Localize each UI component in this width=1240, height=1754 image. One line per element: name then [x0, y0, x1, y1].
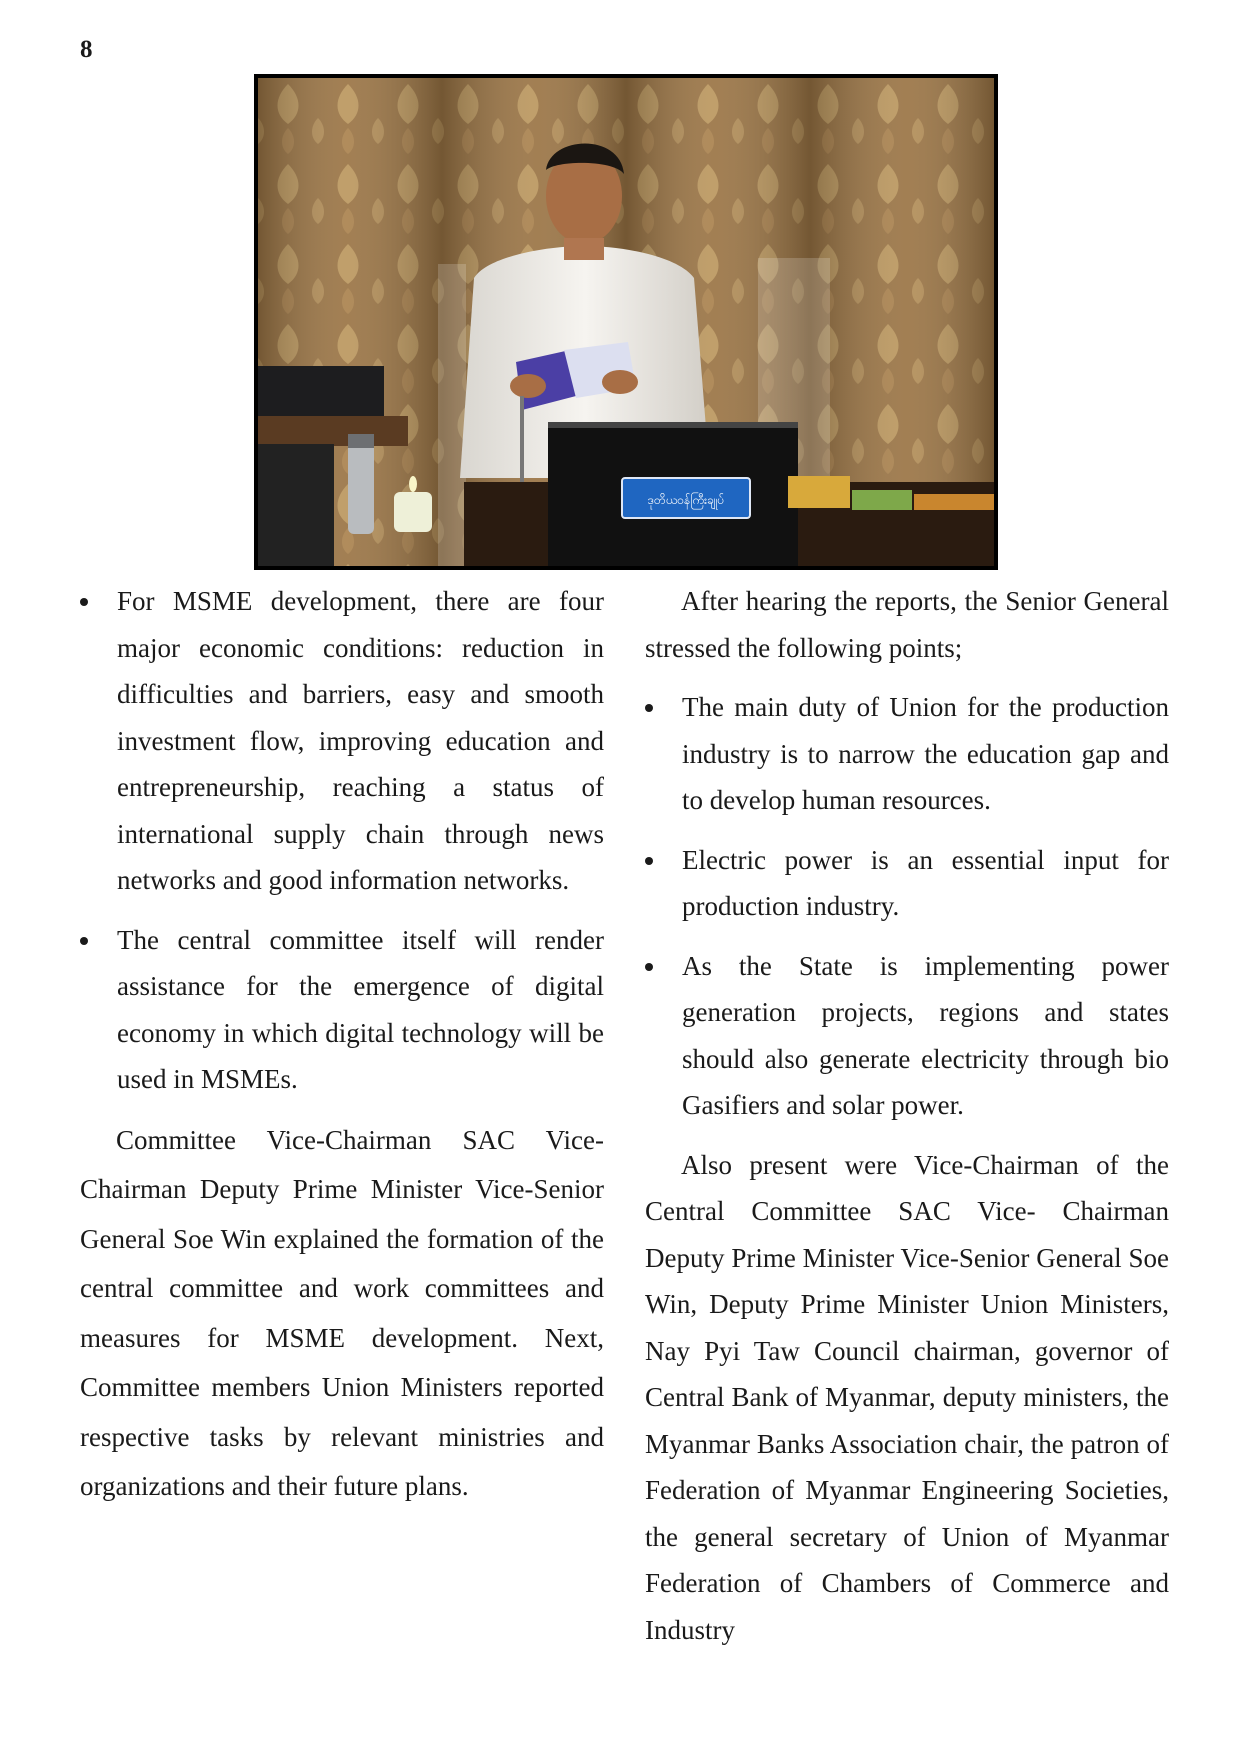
body-paragraph: Committee Vice-Chairman SAC Vice-Chairman Deputy Prime Minister Vice-Senior General Soe Win explained the formation of the central committee and work committees and measures for MSME development. Next, Committee members Union Ministers reported respective tasks by relevant ministries and organizations and their future plans. — [80, 1124, 604, 1501]
list-item — [645, 943, 1169, 1129]
bullet-dot — [80, 937, 88, 945]
list-item — [645, 837, 1169, 930]
right-column — [645, 578, 1169, 1666]
intro-paragraph: After hearing the reports, the Senior General stressed the following points; — [645, 586, 1169, 663]
bullet-dot — [645, 704, 653, 712]
bullet-text: The main duty of Union for the production industry is to narrow the education gap and to develop human resources. — [682, 692, 1169, 815]
bullet-dot — [645, 857, 653, 865]
body-paragraph: Also present were Vice-Chairman of the Central Committee SAC Vice- Chairman Deputy Prime Minister Vice-Senior General Soe Win, Deputy Prime Minister Union Ministers, Nay Pyi Taw Council chairman, governor of Central Bank of Myanmar, deputy ministers, the Myanmar Banks Association chair, the patron of Federation of Myanmar Engineering Societies, the general secretary of Union of Myanmar Federation of Chambers of Commerce and Industry — [645, 1149, 1169, 1645]
left-bullet-list — [80, 578, 604, 1103]
bullet-dot — [80, 598, 88, 606]
list-item — [645, 684, 1169, 824]
page-number: 8 — [80, 36, 93, 63]
bullet-dot — [645, 963, 653, 971]
list-item — [80, 578, 604, 904]
bullet-text: For MSME development, there are four major economic conditions: reduction in difficulties and barriers, easy and smooth investment flow, improving education and entrepreneurship, reaching a status of international supply chain through news networks and good information networks. — [117, 586, 604, 895]
photo-official-reading-report — [254, 74, 998, 570]
nameplate-text: ဒုတိယဝန်ကြီးချုပ် — [647, 493, 725, 507]
left-column — [80, 578, 604, 1525]
right-bullet-list — [645, 684, 1169, 1129]
bullet-text: As the State is implementing power generation projects, regions and states should also generate electricity through bio Gasifiers and solar power. — [682, 950, 1169, 1120]
bullet-text: Electric power is an essential input for production industry. — [682, 844, 1169, 921]
bullet-text: The central committee itself will render assistance for the emergence of digital economy in which digital technology will be used in MSMEs. — [117, 924, 604, 1094]
list-item — [80, 917, 604, 1103]
